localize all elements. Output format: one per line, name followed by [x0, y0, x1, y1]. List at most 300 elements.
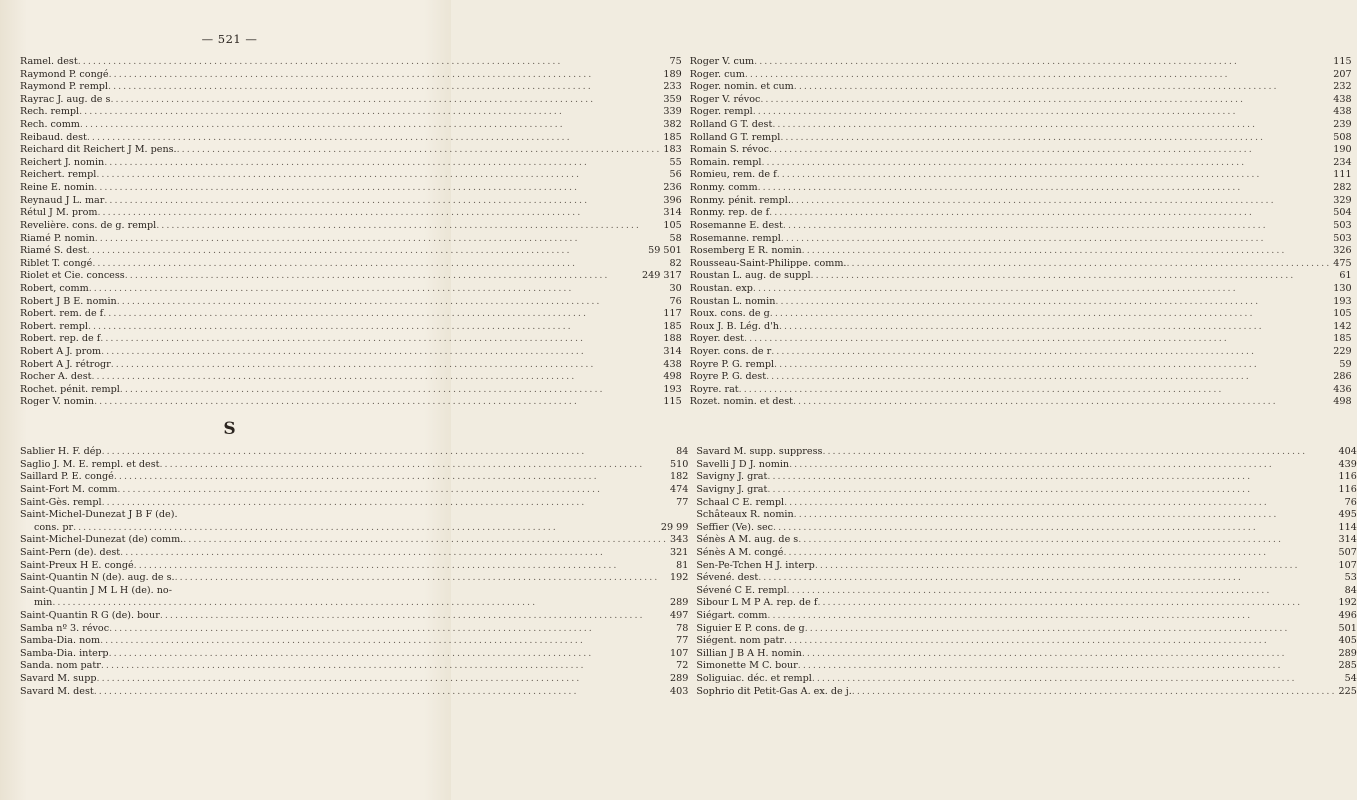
index-entry [690, 182, 1352, 195]
index-entry [696, 686, 1357, 699]
leader-dots [104, 157, 667, 170]
entry-name: Robert. rempl [20, 320, 88, 332]
leader-dots [175, 572, 668, 585]
section-s-right-column [696, 446, 1357, 698]
entry-name: Savard M. supp [20, 673, 97, 685]
entry-page-number: 438 [663, 358, 682, 370]
index-entry [20, 547, 688, 560]
section-letter-s: S [223, 419, 236, 440]
entry-page-number: 61 [1339, 270, 1352, 282]
leader-dots [766, 371, 1331, 384]
index-entry [20, 597, 688, 610]
entry-page-number: 396 [663, 194, 682, 206]
entry-name: Saint-Quantin R G (de). bour [20, 609, 160, 621]
entry-page-number: 115 [663, 396, 682, 408]
index-entry [20, 333, 682, 346]
leader-dots [784, 635, 1337, 648]
entry-page-number: 192 [1338, 597, 1357, 609]
entry-page-number: 116 [1338, 483, 1357, 495]
entry-page-number: 403 [670, 685, 689, 697]
leader-dots [798, 534, 1336, 547]
entry-page-number: 498 [1333, 396, 1352, 408]
entry-page-number: 326 [1333, 245, 1352, 257]
entry-name: Seffier (Ve). sec [696, 521, 774, 533]
leader-dots [773, 522, 1336, 535]
index-entry [20, 283, 682, 296]
leader-dots [92, 371, 662, 384]
index-entry [690, 207, 1352, 220]
entry-page-number: 142 [1333, 320, 1352, 332]
leader-dots [771, 346, 1331, 359]
entry-page-number: 193 [1333, 295, 1352, 307]
leader-dots [753, 283, 1331, 296]
index-entry [20, 572, 688, 585]
index-entry [20, 396, 682, 409]
entry-page-number: 282 [1333, 182, 1352, 194]
entry-name: Rech. rempl [20, 106, 80, 118]
entry-page-number: 77 [676, 635, 689, 647]
index-entry [20, 169, 682, 182]
index-entry [20, 585, 688, 598]
leader-dots [103, 308, 661, 321]
entry-name: Royre P. G. rempl [689, 358, 775, 370]
entry-name: Siégart. comm [696, 609, 768, 621]
entry-name: Saint-Pern (de). dest [20, 546, 121, 558]
leader-dots [97, 207, 661, 220]
section-r-left-column [20, 56, 682, 409]
index-entry [20, 673, 688, 686]
entry-name: Raymond P. rempl [20, 81, 109, 93]
entry-page-number: 504 [1333, 207, 1352, 219]
entry-name: Sénès A M. aug. de s [696, 534, 799, 546]
entry-name: Rousseau-Saint-Philippe. comm. [689, 257, 847, 269]
entry-name: Saint-Preux H E. congé [20, 559, 134, 571]
leader-dots [794, 81, 1331, 94]
leader-dots [775, 296, 1331, 309]
leader-dots [120, 384, 662, 397]
entry-page-number: 84 [1344, 584, 1357, 596]
leader-dots [114, 471, 668, 484]
section-s-left-column [20, 446, 688, 698]
entry-name: Roger V. cum [689, 56, 755, 67]
entry-page-number: 249 317 [642, 270, 682, 282]
index-entry [690, 119, 1352, 132]
entry-page-number: 116 [1338, 471, 1357, 483]
index-entry [20, 195, 682, 208]
entry-page-number: 503 [1333, 232, 1352, 244]
leader-dots [817, 597, 1336, 610]
index-entry [20, 610, 688, 623]
entry-name: Reichert. rempl [20, 169, 97, 181]
entry-page-number: 130 [1333, 282, 1352, 294]
leader-dots [177, 144, 662, 157]
entry-name: Rétul J M. prom [20, 207, 98, 219]
leader-dots [100, 333, 661, 346]
entry-name: Samba nº 3. révoc [20, 622, 110, 634]
entry-page-number: 185 [663, 320, 682, 332]
entry-name: Ramel. dest [20, 56, 78, 67]
entry-page-number: 498 [663, 371, 682, 383]
entry-name: Savard M. supp. suppress [696, 446, 823, 458]
entry-name: Romain S. révoc [689, 144, 769, 156]
index-entry [20, 308, 682, 321]
entry-name: Rech. comm [20, 119, 80, 131]
index-entry [20, 258, 682, 271]
entry-page-number: 190 [1333, 144, 1352, 156]
entry-name: Robert A J. prom [20, 346, 102, 358]
index-entry [20, 359, 682, 372]
leader-dots [772, 119, 1331, 132]
leader-dots [88, 321, 661, 334]
index-entry [690, 371, 1352, 384]
entry-name: Roger V. révoc [689, 93, 761, 105]
entry-page-number: 81 [676, 559, 689, 571]
entry-name: Soliguiac. déc. et rempl [696, 673, 812, 685]
entry-name: Savigny J. grat [696, 471, 768, 483]
entry-page-number: 77 [676, 496, 689, 508]
entry-page-number: 185 [663, 131, 682, 143]
entry-name: Sanda. nom patr [20, 660, 101, 672]
entry-name: Sénès A M. congé [696, 546, 784, 558]
entry-page-number: 111 [1333, 169, 1352, 181]
leader-dots [101, 346, 661, 359]
entry-name: Roustan L. nomin [689, 295, 776, 307]
index-entry [690, 283, 1352, 296]
leader-dots [156, 220, 661, 233]
entry-page-number: 438 [1333, 93, 1352, 105]
entry-name: Rochet. pénit. rempl [20, 383, 120, 395]
index-entry [696, 572, 1357, 585]
entry-name: Rolland G T. rempl [689, 131, 781, 143]
entry-page-number: 497 [670, 609, 689, 621]
leader-dots [798, 660, 1337, 673]
leader-dots [94, 686, 668, 699]
entry-name: Saint-Michel-Dunezat J B F (de). [20, 509, 178, 521]
index-entry [690, 333, 1352, 346]
page-number-header: — 521 — [201, 32, 258, 46]
index-entry [20, 94, 682, 107]
index-entry [696, 459, 1357, 472]
index-entry [696, 623, 1357, 636]
index-entry [20, 144, 682, 157]
entry-page-number: 58 [669, 232, 682, 244]
leader-dots [789, 459, 1336, 472]
entry-page-number: 188 [663, 333, 682, 345]
entry-name: Raymond P. congé [20, 68, 109, 80]
index-entry [690, 94, 1352, 107]
index-entry [696, 673, 1357, 686]
entry-page-number: 404 [1338, 446, 1357, 458]
entry-name: Robert A J. rétrogr [20, 358, 111, 370]
index-entry [20, 106, 682, 119]
leader-dots [794, 509, 1337, 522]
index-entry [696, 610, 1357, 623]
entry-page-number: 285 [1338, 660, 1357, 672]
leader-dots [793, 396, 1331, 409]
entry-name: Samba-Dia. interp [20, 647, 109, 659]
entry-name: Roger. nomin. et cum [689, 81, 794, 93]
leader-dots [108, 81, 661, 94]
entry-page-number: 55 [669, 156, 682, 168]
entry-page-number: 54 [1344, 673, 1357, 685]
leader-dots [758, 572, 1342, 585]
entry-page-number: 495 [1338, 509, 1357, 521]
entry-page-number: 107 [1338, 559, 1357, 571]
index-entry [690, 296, 1352, 309]
index-entry [690, 245, 1352, 258]
entry-name: Savigny J. grat [696, 483, 768, 495]
index-entry [20, 81, 682, 94]
entry-name: Saint-Gès. rempl [20, 496, 102, 508]
entry-page-number: 508 [1333, 131, 1352, 143]
leader-dots [802, 245, 1332, 258]
leader-dots [791, 195, 1331, 208]
leader-dots [787, 585, 1343, 598]
index-entry [690, 106, 1352, 119]
entry-page-number: 232 [1333, 81, 1352, 93]
leader-dots [87, 132, 662, 145]
index-entry [20, 560, 688, 573]
index-entry [690, 132, 1352, 145]
entry-name: Royre. rat [689, 383, 739, 395]
leader-dots [109, 623, 674, 636]
entry-page-number: 72 [676, 660, 689, 672]
entry-page-number: 339 [663, 106, 682, 118]
index-entry [690, 321, 1352, 334]
index-entry [696, 534, 1357, 547]
index-entry [20, 346, 682, 359]
leader-dots [125, 270, 640, 283]
leader-dots [79, 106, 661, 119]
leader-dots [111, 359, 662, 372]
entry-page-number: 107 [670, 647, 689, 659]
entry-page-number: 382 [663, 119, 682, 131]
entry-name: Rosemanne. rempl [689, 232, 781, 244]
index-entry [20, 484, 688, 497]
leader-dots [120, 547, 668, 560]
entry-name: Sillian J B A H. nomin [696, 647, 802, 659]
entry-page-number: 329 [1333, 194, 1352, 206]
leader-dots [783, 220, 1331, 233]
leader-dots [183, 534, 668, 547]
entry-name: Reichert J. nomin [20, 156, 105, 168]
leader-dots [754, 56, 1331, 69]
entry-page-number: 321 [670, 546, 689, 558]
index-entry [696, 585, 1357, 598]
entry-name: Revelière. cons. de g. rempl [20, 219, 157, 231]
entry-name: Ronmy. rep. de f [689, 207, 770, 219]
index-entry [20, 522, 688, 535]
entry-name: Riamé S. dest [20, 245, 87, 257]
leader-dots [758, 182, 1332, 195]
leader-dots [159, 459, 668, 472]
index-entry [690, 384, 1352, 397]
leader-dots [739, 384, 1332, 397]
entry-page-number: 289 [670, 673, 689, 685]
entry-name: Royre P. G. dest [689, 371, 767, 383]
entry-name: Saglio J. M. E. rempl. et dest [20, 458, 160, 470]
leader-dots [767, 484, 1336, 497]
index-entry [690, 195, 1352, 208]
index-entry [20, 321, 682, 334]
entry-page-number: 192 [670, 572, 689, 584]
index-entry [690, 258, 1352, 271]
leader-dots [783, 547, 1336, 560]
entry-name: Saint-Quantin N (de). aug. de s. [20, 572, 175, 584]
index-entry [20, 182, 682, 195]
entry-page-number: 343 [670, 534, 689, 546]
index-entry [20, 497, 688, 510]
entry-name: Siégent. nom patr [696, 635, 784, 647]
entry-name: Rosemanne E. dest [689, 219, 783, 231]
index-entry [20, 686, 688, 699]
index-entry [696, 560, 1357, 573]
index-entry [20, 660, 688, 673]
leader-dots [94, 182, 661, 195]
entry-name: min [34, 597, 53, 609]
entry-name: Samba-Dia. nom [20, 635, 101, 647]
entry-page-number: 105 [663, 219, 682, 231]
entry-page-number: 286 [1333, 371, 1352, 383]
entry-page-number: 225 [1338, 685, 1357, 697]
index-entry [20, 371, 682, 384]
index-entry [20, 270, 682, 283]
index-entry [696, 635, 1357, 648]
leader-dots [134, 560, 674, 573]
entry-name: Robert. rem. de f [20, 308, 104, 320]
entry-page-number: 185 [1333, 333, 1352, 345]
entry-name: Schaal C E. rempl [696, 496, 785, 508]
index-entry [20, 233, 682, 246]
leader-dots [80, 119, 661, 132]
index-entry [696, 497, 1357, 510]
leader-dots [745, 69, 1331, 82]
index-entry [690, 308, 1352, 321]
index-entry [696, 522, 1357, 535]
entry-page-number: 76 [669, 295, 682, 307]
entry-page-number: 82 [669, 257, 682, 269]
leader-dots [805, 623, 1337, 636]
leader-dots [761, 157, 1331, 170]
entry-page-number: 501 [1338, 622, 1357, 634]
entry-page-number: 289 [1338, 647, 1357, 659]
entry-name: Savard M. dest [20, 685, 94, 697]
entry-page-number: 233 [663, 81, 682, 93]
entry-name: Savelli J D J. nomin [696, 458, 790, 470]
leader-dots [100, 635, 674, 648]
leader-dots [753, 106, 1332, 119]
index-entry [20, 459, 688, 472]
entry-name: Roustan L. aug. de suppl [689, 270, 811, 282]
entry-name: Roux J. B. Lég. d'h [689, 320, 779, 332]
entry-page-number: 359 [663, 93, 682, 105]
leader-dots [812, 673, 1343, 686]
index-entry [696, 484, 1357, 497]
entry-name: Robert J B E. nomin [20, 295, 117, 307]
index-entry [696, 471, 1357, 484]
leader-dots [777, 169, 1332, 182]
entry-page-number: 59 501 [648, 245, 682, 257]
entry-name: Robert. rep. de f [20, 333, 101, 345]
entry-name: Saillard P. E. congé [20, 471, 114, 483]
entry-page-number: 314 [663, 207, 682, 219]
leader-dots [101, 660, 674, 673]
index-entry [690, 169, 1352, 182]
leader-dots [846, 258, 1331, 271]
index-entry [690, 69, 1352, 82]
entry-page-number: 105 [1333, 308, 1352, 320]
entry-page-number: 78 [676, 622, 689, 634]
entry-page-number: 234 [1333, 156, 1352, 168]
entry-name: Reibaud. dest [20, 131, 87, 143]
leader-dots [97, 673, 668, 686]
leader-dots [92, 258, 667, 271]
entry-name: Rocher A. dest [20, 371, 92, 383]
index-entry [696, 660, 1357, 673]
index-entry [690, 220, 1352, 233]
entry-name: Robert, comm [20, 282, 89, 294]
index-entry [20, 56, 682, 69]
leader-dots [87, 245, 646, 258]
index-entry [690, 81, 1352, 94]
index-entry [20, 648, 688, 661]
index-entry [690, 270, 1352, 283]
entry-name: Roger V. nomin [20, 396, 95, 408]
leader-dots [94, 396, 661, 409]
entry-name: Saint-Michel-Dunezat (de) comm. [20, 534, 184, 546]
entry-page-number: 239 [1333, 119, 1352, 131]
entry-page-number: 496 [1338, 609, 1357, 621]
entry-name: Romain. rempl [689, 156, 762, 168]
section-r-columns [20, 56, 1352, 409]
index-entry [20, 509, 688, 522]
index-entry [20, 635, 688, 648]
entry-page-number: 56 [669, 169, 682, 181]
entry-name: Royer. dest [689, 333, 745, 345]
entry-name: Rosemberg E R. nomin [689, 245, 802, 257]
index-entry [20, 623, 688, 636]
entry-name: Rozet. nomin. et dest [689, 396, 793, 408]
entry-page-number: 53 [1344, 572, 1357, 584]
index-entry [696, 648, 1357, 661]
entry-page-number: 193 [663, 383, 682, 395]
index-entry [20, 534, 688, 547]
section-s-columns [20, 446, 1357, 698]
entry-page-number: 474 [670, 483, 689, 495]
index-entry [690, 346, 1352, 359]
index-entry [20, 69, 682, 82]
leader-dots [760, 94, 1331, 107]
entry-page-number: 507 [1338, 546, 1357, 558]
leader-dots [117, 296, 668, 309]
entry-page-number: 30 [669, 282, 682, 294]
entry-page-number: 183 [663, 144, 682, 156]
leader-dots [784, 497, 1343, 510]
leader-dots [770, 308, 1331, 321]
leader-dots [110, 94, 661, 107]
index-entry [696, 597, 1357, 610]
leader-dots [78, 56, 668, 69]
entry-name: Sen-Pe-Tchen H J. interp [696, 559, 815, 571]
index-entry [20, 157, 682, 170]
entry-page-number: 405 [1338, 635, 1357, 647]
entry-name: Sévené C E. rempl [696, 584, 787, 596]
index-entry [696, 509, 1357, 522]
entry-page-number: 229 [1333, 346, 1352, 358]
leader-dots [822, 446, 1336, 459]
index-entry [690, 144, 1352, 157]
entry-page-number: 114 [1338, 521, 1357, 533]
